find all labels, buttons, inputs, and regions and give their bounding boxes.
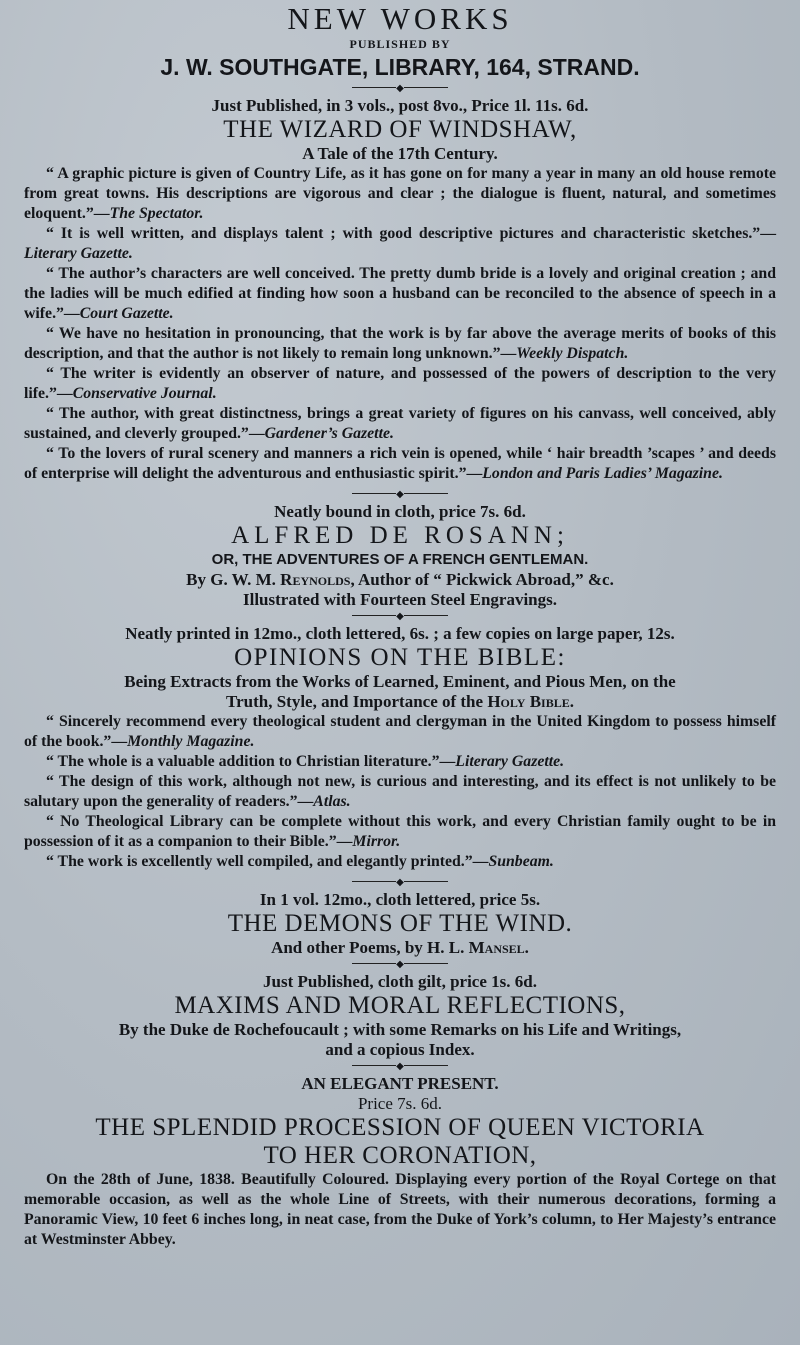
review: “ A graphic picture is given of Country Life, as it has gone on for many a year in many an old house remote from great towns. His descriptions are vigorous and clear ; the dialogue is fluent, natural, and sometimes eloquent.”—The Spectator. bbox=[24, 165, 776, 222]
work-demons-of-the-wind bbox=[24, 890, 776, 958]
review: “ Sincerely recommend every theological student and clergyman in the United Kingdom to possess himself of the book.”—Monthly Magazine. bbox=[24, 713, 776, 750]
divider: ◆ bbox=[24, 876, 776, 890]
work-title: THE SPLENDID PROCESSION OF QUEEN VICTORIA bbox=[95, 1114, 705, 1141]
work-intro: In 1 vol. 12mo., cloth lettered, price 5s. bbox=[259, 890, 541, 909]
work-description: Being Extracts from the Works of Learned, Eminent, and Pious Men, on the bbox=[124, 672, 676, 691]
work-price: Price 7s. 6d. bbox=[357, 1094, 443, 1113]
work-note: Illustrated with Fourteen Steel Engravings. bbox=[242, 590, 558, 609]
work-intro: AN ELEGANT PRESENT. bbox=[301, 1074, 499, 1093]
review: “ The author, with great distinctness, brings a great variety of figures on his canvass, well conceived, ably sustained, and cleverly grouped.”—Gardener’s Gazette. bbox=[24, 405, 776, 442]
work-title: THE WIZARD OF WINDSHAW, bbox=[223, 116, 577, 143]
work-description: and a copious Index. bbox=[325, 1040, 475, 1059]
work-alfred-de-rosann bbox=[24, 502, 776, 610]
review: “ The design of this work, although not new, is curious and interesting, and its effect is not unlikely to be salutary upon the generality of readers.”—Atlas. bbox=[24, 773, 776, 810]
review: “ No Theological Library can be complete without this work, and every Christian family ought to be in possession of it as a companion to their Bible.”—Mirror. bbox=[24, 813, 776, 850]
work-title: MAXIMS AND MORAL REFLECTIONS, bbox=[174, 992, 626, 1019]
review: “ To the lovers of rural scenery and manners a rich vein is opened, while ‘ hair breadth ’scapes ’ and deeds of enterprise will delight the adventurous and enthusiastic spirit.”—London and Paris Ladies’ Magazine. bbox=[24, 445, 776, 482]
work-title: ALFRED DE ROSANN; bbox=[231, 522, 569, 549]
published-by: PUBLISHED BY bbox=[349, 37, 451, 51]
work-intro: Just Published, in 3 vols., post 8vo., Price 1l. 11s. 6d. bbox=[211, 96, 589, 115]
work-title: OPINIONS ON THE BIBLE: bbox=[234, 644, 566, 671]
divider: ◆ bbox=[24, 958, 776, 972]
work-opinions-on-the-bible bbox=[24, 624, 776, 872]
work-description: Truth, Style, and Importance of the Holy Bible. bbox=[226, 692, 574, 711]
divider: ◆ bbox=[24, 82, 776, 96]
work-subtitle: A Tale of the 17th Century. bbox=[302, 144, 498, 163]
review: “ The whole is a valuable addition to Christian literature.”—Literary Gazette. bbox=[46, 753, 565, 770]
review: “ We have no hesitation in pronouncing, that the work is by far above the average merits of books of this description, and that the author is not likely to remain long unknown.”—Weekly Dispatch. bbox=[24, 325, 776, 362]
review: “ The author’s characters are well conceived. The pretty dumb bride is a lovely and original creation ; and the ladies will be much edified at finding how soon a husband can be reconciled to the absence of speech in a wife.”—Court Gazette. bbox=[24, 265, 776, 322]
review: “ The work is excellently well compiled, and elegantly printed.”—Sunbeam. bbox=[46, 853, 554, 870]
work-wizard-of-windshaw bbox=[24, 96, 776, 484]
review: “ The writer is evidently an observer of nature, and possessed of the powers of description to the very life.”—Conservative Journal. bbox=[24, 365, 776, 402]
work-description: On the 28th of June, 1838. Beautifully Coloured. Displaying every portion of the Royal Cortege on that memorable occasion, as well as the whole Line of Streets, with their numerous decorations, forming a Panoramic View, 10 feet 6 inches long, in neat case, from the Duke of York’s column, to Her Majesty’s entrance at Westminster Abbey. bbox=[24, 1171, 776, 1248]
work-intro: Neatly bound in cloth, price 7s. 6d. bbox=[274, 502, 526, 521]
work-title: THE DEMONS OF THE WIND. bbox=[227, 910, 573, 937]
work-maxims-and-moral-reflections bbox=[24, 972, 776, 1060]
work-author: By G. W. M. Reynolds, Author of “ Pickwick Abroad,” &c. bbox=[186, 570, 614, 589]
work-description: By the Duke de Rochefoucault ; with some Remarks on his Life and Writings, bbox=[118, 1020, 682, 1039]
review: “ It is well written, and displays talent ; with good descriptive pictures and characteristic sketches.”—Literary Gazette. bbox=[24, 225, 776, 262]
divider: ◆ bbox=[24, 1060, 776, 1074]
work-subtitle: OR, THE ADVENTURES OF A FRENCH GENTLEMAN. bbox=[211, 551, 589, 568]
work-title: TO HER CORONATION, bbox=[263, 1142, 537, 1169]
work-splendid-procession bbox=[24, 1074, 776, 1250]
divider: ◆ bbox=[24, 488, 776, 502]
work-intro: Neatly printed in 12mo., cloth lettered, 6s. ; a few copies on large paper, 12s. bbox=[125, 624, 675, 643]
publisher-name: J. W. SOUTHGATE, LIBRARY, 164, STRAND. bbox=[160, 54, 640, 80]
work-intro: Just Published, cloth gilt, price 1s. 6d. bbox=[263, 972, 537, 991]
page-title: NEW WORKS bbox=[287, 1, 513, 36]
divider: ◆ bbox=[24, 610, 776, 624]
work-author: And other Poems, by H. L. Mansel. bbox=[271, 938, 529, 957]
